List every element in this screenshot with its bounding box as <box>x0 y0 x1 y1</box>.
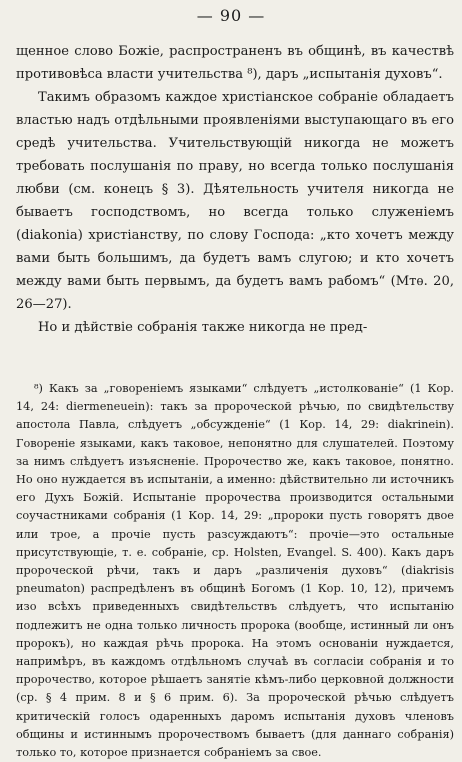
page-number: — 90 — <box>196 6 266 25</box>
paragraph-2: Такимъ образомъ каждое христіанское собраніе обладаетъ властью надъ отдѣльными проявленіями выступающаго въ его средѣ учительства. Учительствующій никогда не можетъ требовать послушанія по праву, но всегда только послушанія любви (см. конецъ § 3). Дѣятельность учителя никогда не бываетъ господствомъ, но всегда только служеніемъ (diakonia) христіанству, по слову Господа: „кто хочетъ между вами быть большимъ, да будетъ вамъ слугою; и кто хочетъ между вами быть первымъ, да будетъ вамъ рабомъ“ (Мтѳ. 20, 26—27). <box>16 90 454 312</box>
paragraph-3: Но и дѣйствіе собранія также никогда не пред- <box>38 320 368 335</box>
main-text <box>16 40 454 339</box>
footnote-8 <box>16 380 454 762</box>
paragraph-1: щенное слово Божіе, распространенъ въ общинѣ, въ качествѣ противовѣса власти учительства ⁸), даръ „испытанія духовъ“. <box>16 44 454 82</box>
footnote-text: ⁸) Какъ за „говореніемъ языками“ слѣдуетъ „истолкованіе“ (1 Кор. 14, 24: diermeneuein): такъ за пророческой рѣчью, по свидѣтельству апостола Павла, слѣдуетъ „обсужденіе“ (1 Кор. 14, 29: diakrinein). Говореніе языками, какъ таковое, непонятно для слушателей. Поэтому за нимъ слѣдуетъ изъясненіе. Пророчество же, какъ таковое, понятно. Но оно нуждается въ испытаніи, а именно: дѣйствительно ли источникъ его Духъ Божій. Испытаніе пророчества производится остальными соучастниками собранія (1 Кор. 14, 29: „пророки пусть говорятъ двое или трое, а прочіе пусть разсуждаютъ“: прочіе—это остальные присутствующіе, т. е. собраніе, ср. Holsten, Evangel. S. 400). Какъ даръ пророческой рѣчи, такъ и даръ „различенія духовъ“ (diakrisis pneumaton) распредѣленъ въ общинѣ Богомъ (1 Кор. 10, 12), причемъ изо всѣхъ приведенныхъ свидѣтельствъ слѣдуетъ, что испытанію подлежитъ не одна только личность пророка (вообще, истинный ли онъ пророкъ), но каждая рѣчь пророка. На этомъ основаніи нуждается, напримѣръ, въ каждомъ отдѣльномъ случаѣ въ согласіи собранія и то пророчество, которое рѣшаетъ занятіе кѣмъ-либо церковной должности (ср. § 4 прим. 8 и § 6 прим. 6). За пророческой рѣчью слѣдуетъ критическій голосъ одаренныхъ даромъ испытанія духовъ членовъ общины и истиннымъ пророчествомъ бываетъ (для даннаго собранія) только то, которое признается собраніемъ за свое. <box>16 382 454 760</box>
